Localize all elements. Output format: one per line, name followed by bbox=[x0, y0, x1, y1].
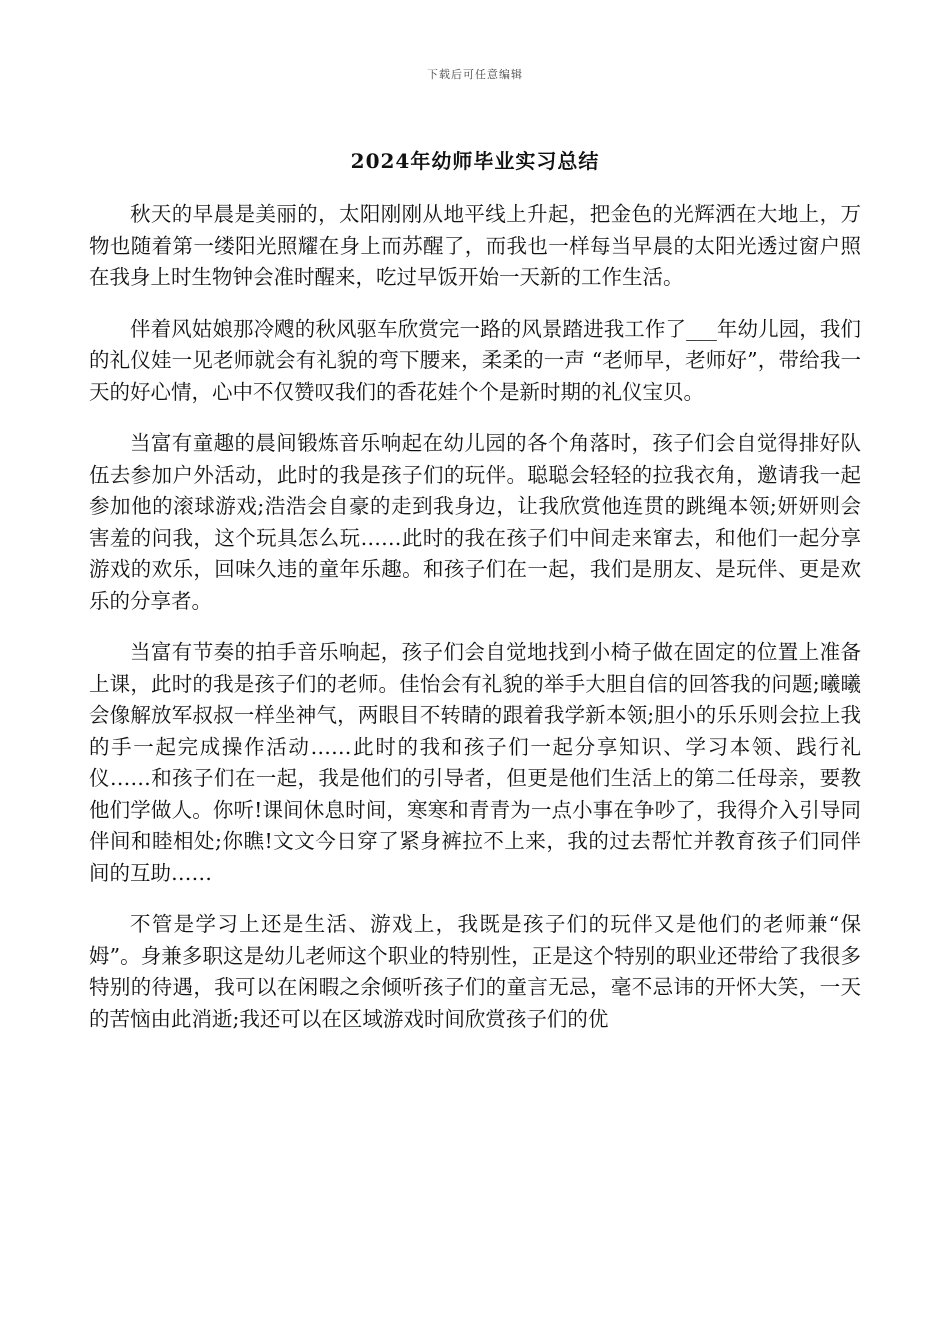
paragraph-2: 伴着风姑娘那冷飕的秋风驱车欣赏完一路的风景踏进我工作了___年幼儿园，我们的礼仪娃一见老师就会有礼貌的弯下腰来，柔柔的一声 “老师早，老师好”，带给我一天的好心情，心中不仅赞叹我们的香花娃个个是新时期的礼仪宝贝。 bbox=[89, 316, 861, 404]
header-note: 下载后可任意编辑 bbox=[427, 68, 523, 81]
paragraph-4: 当富有节奏的拍手音乐响起，孩子们会自觉地找到小椅子做在固定的位置上准备上课，此时的我是孩子们的老师。佳怡会有礼貌的举手大胆自信的回答我的问题;曦曦会像解放军叔叔一样坐神气，两眼目不转睛的跟着我学新本领;胆小的乐乐则会拉上我的手一起完成操作活动……此时的我和孩子们一起分享知识、学习本领、践行礼仪……和孩子们在一起，我是他们的引导者，但更是他们生活上的第二任母亲，要教他们学做人。你听!课间休息时间，寒寒和青青为一点小事在争吵了，我得介入引导同伴间和睦相处;你瞧!文文今日穿了紧身裤拉不上来，我的过去帮忙并教育孩子们同伴间的互助…… bbox=[89, 640, 861, 885]
paragraph-1: 秋天的早晨是美丽的，太阳刚刚从地平线上升起，把金色的光辉洒在大地上，万物也随着第一缕阳光照耀在身上而苏醒了，而我也一样每当早晨的太阳光透过窗户照在我身上时生物钟会准时醒来，吃过早饭开始一天新的工作生活。 bbox=[89, 202, 861, 289]
document-title: 2024年幼师毕业实习总结 bbox=[350, 149, 600, 173]
paragraph-3: 当富有童趣的晨间锻炼音乐响起在幼儿园的各个角落时，孩子们会自觉得排好队伍去参加户外活动，此时的我是孩子们的玩伴。聪聪会轻轻的拉我衣角，邀请我一起参加他的滚球游戏;浩浩会自豪的走到我身边，让我欣赏他连贯的跳绳本领;妍妍则会害羞的问我，这个玩具怎么玩……此时的我在孩子们中间走来窜去，和他们一起分享游戏的欢乐，回味久违的童年乐趣。和孩子们在一起，我们是朋友、是玩伴、更是欢乐的分享者。 bbox=[89, 431, 861, 613]
paragraph-5: 不管是学习上还是生活、游戏上，我既是孩子们的玩伴又是他们的老师兼“保姆”。身兼多职这是幼儿老师这个职业的特别性，正是这个特别的职业还带给了我很多特别的待遇，我可以在闲暇之余倾听孩子们的童言无忌，毫不忌讳的开怀大笑，一天的苦恼由此消逝;我还可以在区域游戏时间欣赏孩子们的优 bbox=[89, 912, 861, 1031]
document-body bbox=[89, 199, 861, 1055]
